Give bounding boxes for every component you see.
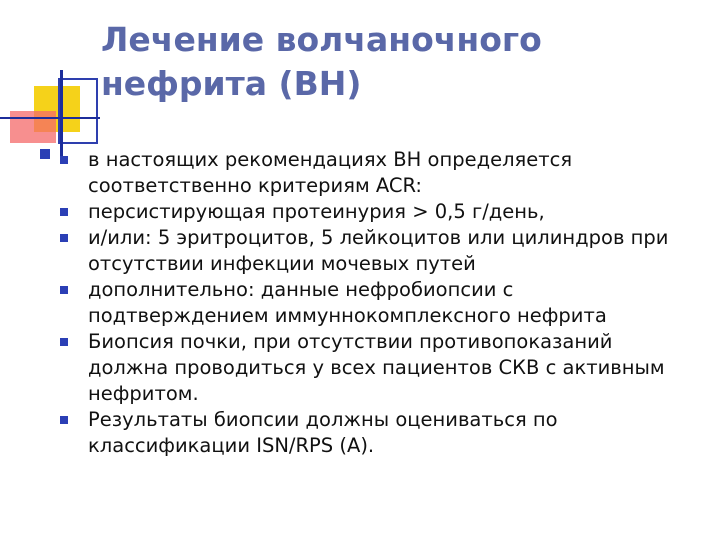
slide-title-line: нефрита (ВН) xyxy=(101,64,362,103)
bullet-text-line: Результаты биопсии должны оцениваться по xyxy=(88,408,558,431)
bullet-text-line: в настоящих рекомендациях ВН определяется xyxy=(88,148,573,171)
bullet-text-line: отсутствии инфекции мочевых путей xyxy=(88,252,476,275)
slide-title xyxy=(101,18,701,106)
bullet-text-line: соответственно критериям ACR: xyxy=(88,174,422,197)
bullet-text-line: персистирующая протеинурия > 0,5 г/день, xyxy=(88,200,545,223)
decor-red-square xyxy=(10,111,56,143)
bullet-square-icon xyxy=(60,208,68,216)
bullet-text-line: должна проводиться у всех пациентов СКВ с активным xyxy=(88,356,665,379)
bullet-item xyxy=(60,199,712,225)
bullet-item xyxy=(60,225,712,277)
decor-horizontal-line xyxy=(0,117,100,119)
bullet-text-line: дополнительно: данные нефробиопсии с xyxy=(88,278,514,301)
decor-small-square-icon xyxy=(40,149,50,159)
bullet-square-icon xyxy=(60,234,68,242)
slide-title-line: Лечение волчаночного xyxy=(101,20,542,59)
bullet-text-line: и/или: 5 эритроцитов, 5 лейкоцитов или цилиндров при xyxy=(88,226,669,249)
bullet-text-line: Биопсия почки, при отсутствии противопоказаний xyxy=(88,330,613,353)
bullet-square-icon xyxy=(60,156,68,164)
bullet-list xyxy=(60,147,712,459)
bullet-item xyxy=(60,407,712,459)
bullet-text-line: подтверждением иммуннокомплексного нефрита xyxy=(88,304,607,327)
bullet-text-line: классификации ISN/RPS (A). xyxy=(88,434,375,457)
bullet-item xyxy=(60,277,712,329)
bullet-square-icon xyxy=(60,338,68,346)
bullet-item xyxy=(60,329,712,407)
bullet-square-icon xyxy=(60,416,68,424)
decor-blue-outline xyxy=(58,78,98,144)
bullet-item xyxy=(60,147,712,199)
bullet-text-line: нефритом. xyxy=(88,382,199,405)
bullet-square-icon xyxy=(60,286,68,294)
